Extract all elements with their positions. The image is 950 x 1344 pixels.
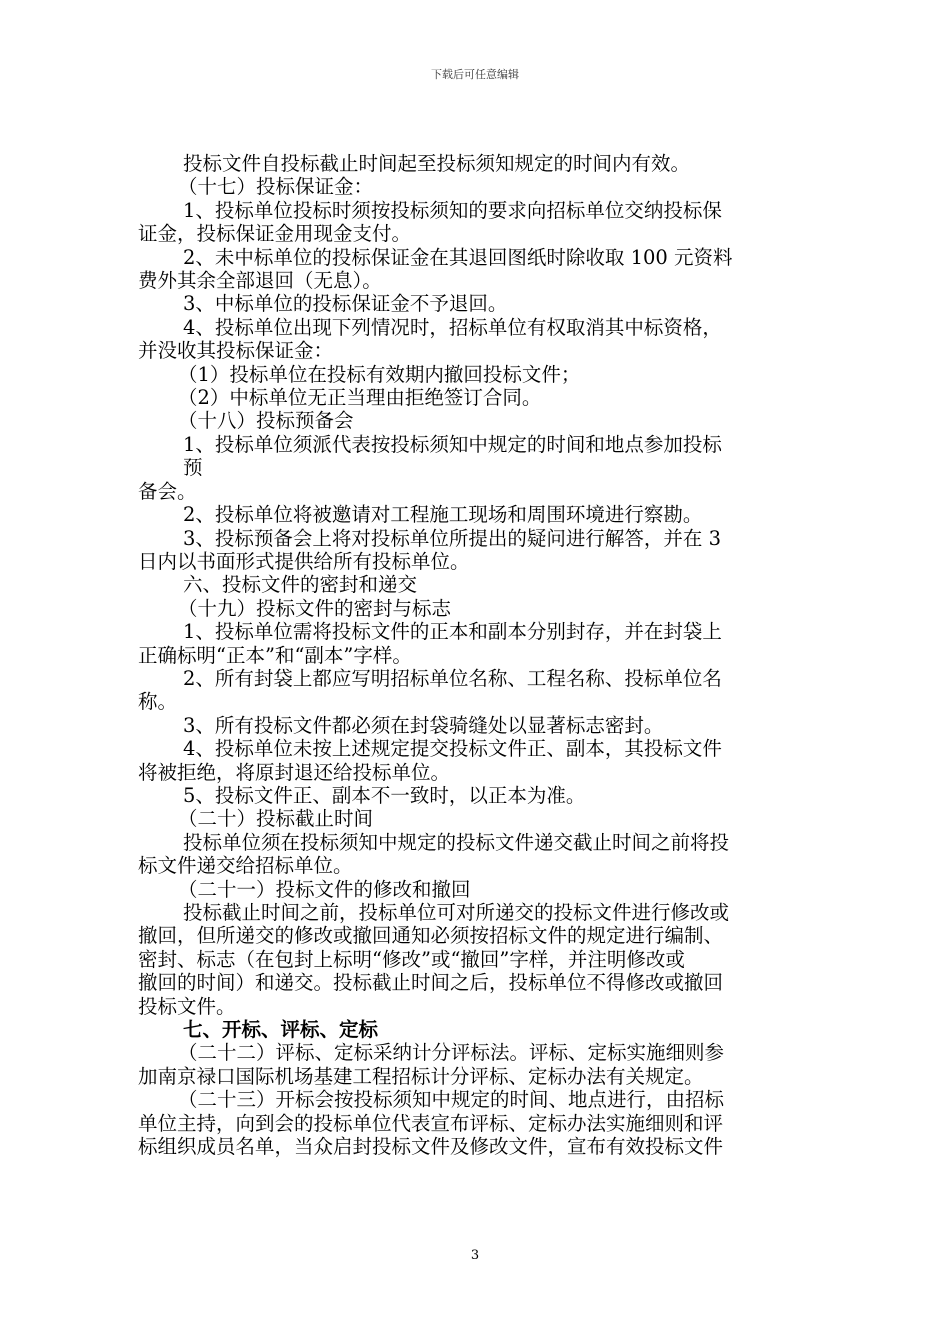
section-heading: （十八）投标预备会 [178, 409, 354, 433]
body-line: 4、投标单位出现下列情况时，招标单位有权取消其中标资格， [183, 315, 722, 339]
body-line: 2、所有封袋上都应写明招标单位名称、工程名称、投标单位名 [183, 666, 722, 690]
body-line: （二十二）评标、定标采纳计分评标法。评标、定标实施细则参 [178, 1041, 725, 1065]
body-line: 5、投标文件正、副本不一致时，以正本为准。 [183, 783, 586, 807]
body-line: 费外其余全部退回（无息）。 [138, 269, 382, 293]
body-line: 日内以书面形式提供给所有投标单位。 [138, 549, 470, 573]
chapter-heading: 七、开标、评标、定标 [183, 1018, 379, 1042]
body-line: （二十三）开标会按投标须知中规定的时间、地点进行，由招标 [178, 1088, 725, 1112]
body-line: 3、投标预备会上将对投标单位所提出的疑问进行解答，并在 3 [183, 526, 722, 550]
body-line: 加南京禄口国际机场基建工程招标计分评标、定标办法有关规定。 [138, 1064, 704, 1088]
body-line: 备会。 [138, 479, 197, 503]
section-heading: （十九）投标文件的密封与标志 [178, 596, 452, 620]
body-line: 2、投标单位将被邀请对工程施工现场和周围环境进行察勘。 [183, 503, 703, 527]
body-line: 3、中标单位的投标保证金不予退回。 [183, 292, 508, 316]
body-line: 并没收其投标保证金： [138, 339, 334, 363]
body-line: 1、投标单位须派代表按投标须知中规定的时间和地点参加投标 [183, 432, 722, 456]
body-line: 投标文件。 [138, 994, 236, 1018]
body-line: 撤回，但所递交的修改或撤回通知必须按招标文件的规定进行编制、 [138, 924, 724, 948]
body-line: 3、所有投标文件都必须在封袋骑缝处以显著标志密封。 [183, 713, 664, 737]
body-line: （2）中标单位无正当理由拒绝签订合同。 [178, 386, 542, 410]
page-number: 3 [470, 1248, 480, 1263]
section-heading: （二十）投标截止时间 [178, 807, 374, 831]
page-header: 下载后可任意编辑 [431, 68, 519, 81]
section-heading: （二十一）投标文件的修改和撤回 [178, 877, 471, 901]
body-line: 投标单位须在投标须知中规定的投标文件递交截止时间之前将投 [183, 830, 730, 854]
body-line: 单位主持，向到会的投标单位代表宣布评标、定标办法实施细则和评 [138, 1111, 724, 1135]
body-line: 投标文件自投标截止时间起至投标须知规定的时间内有效。 [183, 152, 691, 175]
body-line: 证金，投标保证金用现金支付。 [138, 222, 412, 246]
body-line: 撤回的时间）和递交。投标截止时间之后，投标单位不得修改或撤回 [138, 971, 724, 995]
body-line: 4、投标单位未按上述规定提交投标文件正、副本，其投标文件 [183, 737, 722, 761]
body-line: 称。 [138, 690, 178, 714]
body-line: 标组织成员名单，当众启封投标文件及修改文件，宣布有效投标文件 [138, 1135, 724, 1159]
body-line: （十七）投标保证金： [178, 175, 374, 199]
body-line: 密封、标志（在包封上标明“修改”或“撤回”字样，并注明修改或 [138, 947, 685, 971]
document-body [138, 152, 814, 1158]
body-line: 正确标明“正本”和“副本”字样。 [138, 643, 412, 667]
body-line: 2、未中标单位的投标保证金在其退回图纸时除收取 100 元资料 [183, 245, 733, 269]
body-line: 标文件递交给招标单位。 [138, 854, 353, 878]
body-line: 投标截止时间之前，投标单位可对所递交的投标文件进行修改或 [183, 901, 730, 924]
body-line: 将被拒绝，将原封退还给投标单位。 [138, 760, 451, 784]
body-line: （1）投标单位在投标有效期内撤回投标文件； [178, 362, 581, 386]
chapter-heading: 六、投标文件的密封和递交 [183, 573, 418, 597]
body-line: 1、投标单位需将投标文件的正本和副本分别封存，并在封袋上 [183, 620, 722, 644]
body-line: 1、投标单位投标时须按投标须知的要求向招标单位交纳投标保 [183, 198, 722, 222]
body-line: 预 [183, 456, 203, 480]
